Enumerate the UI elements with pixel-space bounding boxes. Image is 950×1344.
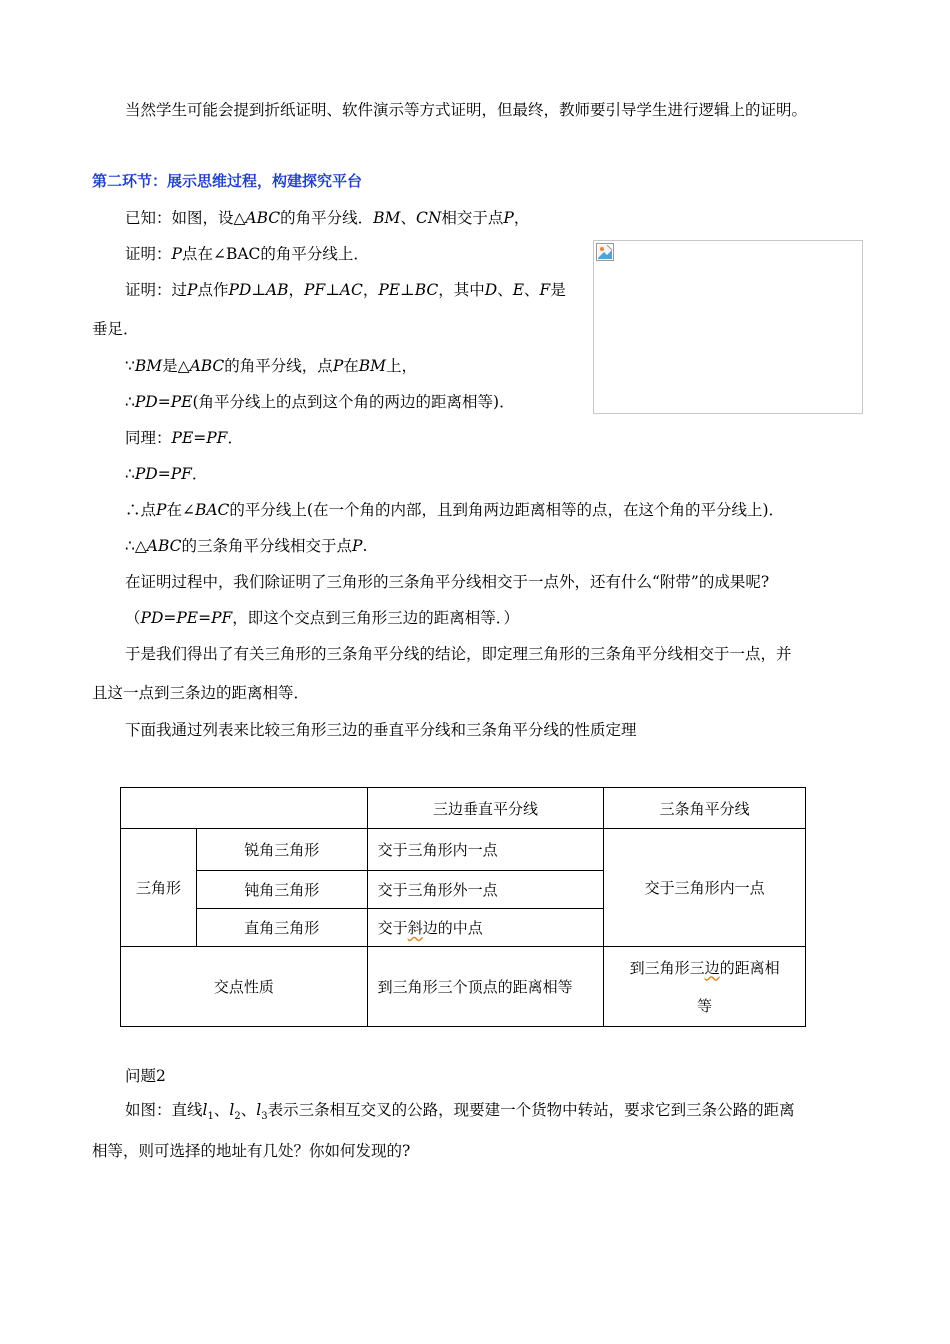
table-corner-cell xyxy=(121,788,368,829)
row-group-triangle: 三角形 xyxy=(121,829,197,947)
similarly-line: 同理：PE=PF． xyxy=(125,429,243,447)
proof-line-1: 证明：过P点作PD⊥AB，PF⊥AC，PE⊥BC，其中D、E、F是 xyxy=(125,281,566,299)
because-line: ∵BM是△ABC的角平分线，点P在BM上， xyxy=(125,357,418,375)
broken-image-icon xyxy=(596,243,614,261)
given-line: 已知：如图，设△ABC的角平分线．BM、CN相交于点P， xyxy=(125,209,530,227)
conclusion-line-2: 且这一点到三条边的距离相等． xyxy=(92,684,310,702)
header-angle-bisector: 三条角平分线 xyxy=(604,788,806,829)
obtuse-perp-cell: 交于三角形外一点 xyxy=(367,871,604,909)
figure-placeholder xyxy=(593,240,863,414)
table-intro: 下面我通过列表来比较三角形三边的垂直平分线和三条角平分线的性质定理 xyxy=(125,721,637,739)
therefore-line-4: ∴△ABC的三条角平分线相交于点P. xyxy=(125,537,368,555)
right-perp-cell: 交于斜边的中点 xyxy=(367,909,604,947)
therefore-line-2: ∴PD=PF． xyxy=(125,465,208,483)
row-acute: 锐角三角形 xyxy=(196,829,367,871)
row-right: 直角三角形 xyxy=(196,909,367,947)
problem-line-1: 如图：直线$l_1$、$l_2$、$l_3$表示三条相互交叉的公路，现要建一个货物中转站，要求它到三条公路的距离 xyxy=(125,1101,795,1123)
property-perp-cell: 到三角形三个顶点的距离相等 xyxy=(367,947,604,1027)
paragraph-intro: 当然学生可能会提到折纸证明、软件演示等方式证明，但最终，教师要引导学生进行逻辑上的证明。 xyxy=(125,101,808,119)
acute-perp-cell: 交于三角形内一点 xyxy=(367,829,604,871)
proof-line-2: 垂足． xyxy=(92,320,139,338)
problem-title: 问题2 xyxy=(125,1067,166,1085)
comparison-table xyxy=(120,787,806,1027)
angle-bisector-all-cell: 交于三角形内一点 xyxy=(604,829,806,947)
question-line: 在证明过程中，我们除证明了三角形的三条角平分线相交于一点外，还有什么“附带”的成果呢? xyxy=(125,573,770,591)
therefore-line-3: ∴点P在∠BAC的平分线上(在一个角的内部，且到角两边距离相等的点，在这个角的平分线上)． xyxy=(125,501,785,519)
row-obtuse: 钝角三角形 xyxy=(196,871,367,909)
header-perpendicular: 三边垂直平分线 xyxy=(367,788,604,829)
therefore-line-1: ∴PD=PE(角平分线上的点到这个角的两边的距离相等)． xyxy=(125,393,515,411)
problem-line-2: 相等，则可选择的地址有几处？你如何发现的? xyxy=(92,1142,411,1160)
conclusion-line-1: 于是我们得出了有关三角形的三条角平分线的结论，即定理三角形的三条角平分线相交于一点，并 xyxy=(125,645,792,663)
prove-line: 证明：P点在∠BAC的角平分线上． xyxy=(125,245,369,263)
answer-line: （PD=PE=PF，即这个交点到三角形三边的距离相等．） xyxy=(125,609,520,627)
property-label: 交点性质 xyxy=(121,947,368,1027)
section-heading: 第二环节：展示思维过程，构建探究平台 xyxy=(92,172,363,190)
property-angle-cell: 到三角形三边的距离相 等 xyxy=(604,947,806,1027)
